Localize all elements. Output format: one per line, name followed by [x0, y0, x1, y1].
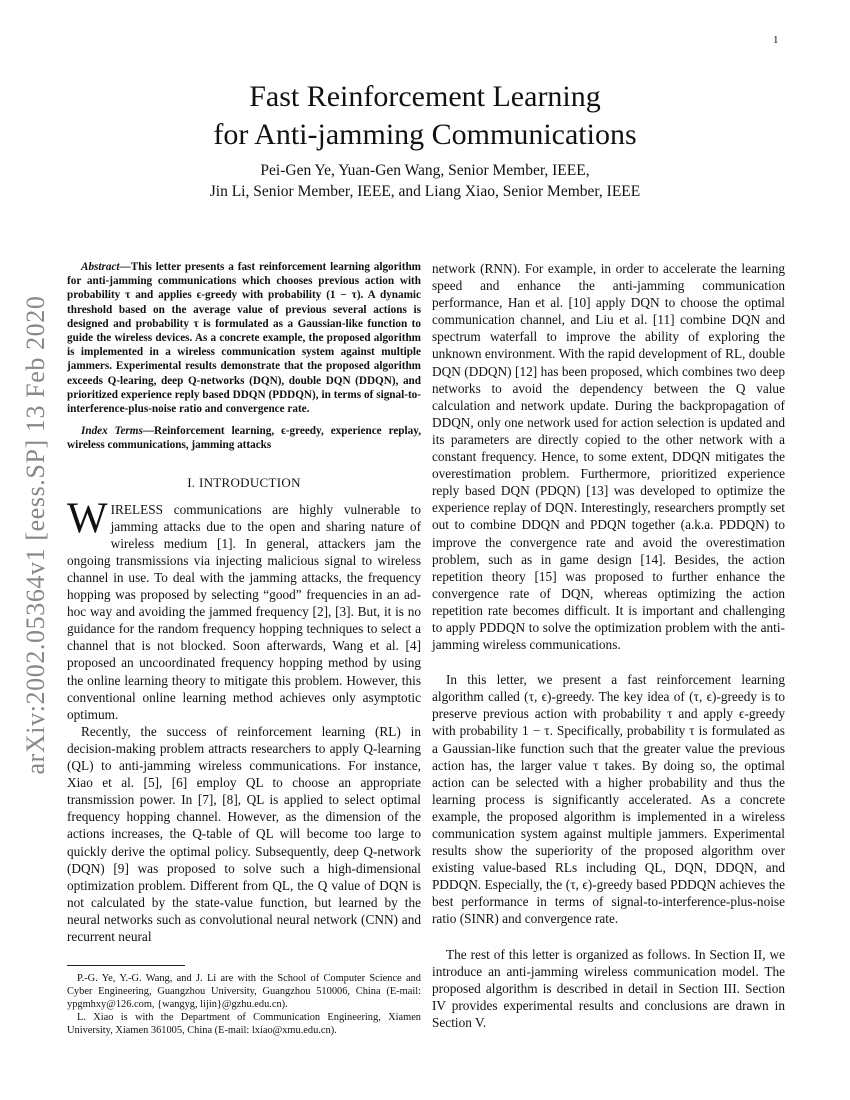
footnote-affiliation-2: L. Xiao is with the Department of Communication Engineering, Xiamen University, Xiamen 361005, China (E-mail: lxiao@xmu.edu.cn). — [67, 1012, 421, 1037]
intro-paragraph-1 — [67, 494, 421, 723]
index-terms-text: —Reinforcement learning, ϵ-greedy, experience replay, wireless communications, jamming attacks — [67, 425, 421, 452]
drop-cap: W — [67, 494, 108, 542]
intro-paragraph-2: Recently, the success of reinforcement learning (RL) in decision-making problem attracts researchers to apply Q-learning (QL) to anti-jamming wireless communications. For instance, Xiao et al. [5], [6] employ QL to choose an appropriate transmission power. In [7], [8], QL is applied to select optimal frequency hopping channel. However, as the dimension of the actions increases, the Q-table of QL will become too large to quickly derive the optimal policy. Subsequently, deep Q-network (DQN) [9] was proposed to solve such a high-dimensional optimization problem. Different from QL, the Q value of DQN is not calculated by the state-value function, but learned by the neural networks such as convolutional neural network (CNN) and recurrent neural — [67, 723, 421, 944]
index-terms — [67, 424, 421, 452]
authors-line-1: Pei-Gen Ye, Yuan-Gen Wang, Senior Member, IEEE, — [260, 162, 590, 179]
intro-paragraph-1-text: IRELESS communications are highly vulnerable to jamming attacks due to the open and sharing nature of wireless medium [1]. In general, attackers jam the ongoing transmissions via injecting malicious signal to wireless channel in use. To deal with the jamming attacks, the frequency hopping was proposed by selecting “good” frequencies in an ad-hoc way and avoiding the jammed frequency [2], [3]. But, it is no guidance for the random frequency hopping techniques to select a channel that is not blocked. Soon afterwards, Wang et al. [4] proposed an uncoordinated frequency hopping method by using the online learning theory to mitigate this problem. However, this conventional online learning method achieves only asymptotic optimum. — [67, 501, 421, 722]
right-column — [432, 260, 785, 1031]
intro-paragraph-4: In this letter, we present a fast reinforcement learning algorithm called (τ, ϵ)-greedy. The key idea of (τ, ϵ)-greedy is to preserve previous action with probability τ and apply ϵ-greedy with probability 1 − τ. Specifically, probability τ is formulated as a Gaussian-like function such that the greater value the previous action has, the larger value τ takes. By doing so, the optimal action can be selected with a higher probability and thus the learning process is significantly accelerated. As a concrete example, the proposed algorithm is implemented in a wireless communication system against multiple jammers. Experimental results show the superiority of the proposed algorithm over existing value-based RLs including QL, DQN, DDQN, and PDDQN. Especially, the (τ, ϵ)-greedy based PDDQN achieves the best performance in terms of signal-to-interference-plus-noise ratio (SINR) and convergence rate. — [432, 672, 785, 927]
paper-title — [0, 78, 850, 154]
intro-paragraph-3: network (RNN). For example, in order to accelerate the learning speed and enhance the anti-jamming communication performance, Han et al. [10] apply DQN to choose the optimal communication channel, and Liu et al. [11] combine DQN and spectrum waterfall to improve the ability of exploring the unknown environment. With the rapid development of RL, double DQN (DDQN) [12] has been proposed, which combines two deep networks to avoid the dependency between the Q value calculation and network update. During the backpropagation of DDQN, only one network used for action selection is updated and its parameters are directly copied to the other network with a constant frequency. Hence, to some extent, DDQN mitigates the overestimation problem. Furthermore, prioritized experience reply based DQN (PDQN) [13] was developed to optimize the experience replay of DQN. Interestingly, researchers promptly set out to combine DDQN and PDQN together (a.k.a. PDDQN) to improve the convergence rate and avoid the overestimation problem, such as in game design [14]. Besides, the action repetition theory [15] was proposed to further enhance the convergence rate of DQN, whereas optimizing the action repetition rate becomes difficult. It is important and challenging to apply PDDQN to solve the optimization problem with the anti-jamming wireless communications. — [432, 261, 785, 653]
author-list — [0, 160, 850, 202]
page-number: 1 — [773, 34, 779, 46]
section-heading: I. INTRODUCTION — [187, 474, 301, 490]
footnote-affiliation-1: P.-G. Ye, Y.-G. Wang, and J. Li are with the School of Computer Science and Cyber Engineering, Guangzhou University, Guangzhou 510006, China (E-mail: ypgmhxy@126.com, {wangyg, lijin}@gzhu.edu.cn). — [67, 973, 421, 1011]
abstract — [67, 260, 421, 416]
footnote-divider — [67, 965, 185, 966]
title-line-2: for Anti-jamming Communications — [213, 118, 637, 151]
arxiv-stamp: arXiv:2002.05364v1 [eess.SP] 13 Feb 2020 — [21, 295, 50, 775]
intro-paragraph-5: The rest of this letter is organized as follows. In Section II, we introduce an anti-jamming wireless communication model. The proposed algorithm is described in detail in Section III. Section IV provides experimental results and conclusions are drawn in Section V. — [432, 946, 785, 1030]
title-line-1: Fast Reinforcement Learning — [249, 80, 601, 113]
authors-line-2: Jin Li, Senior Member, IEEE, and Liang Xiao, Senior Member, IEEE — [209, 183, 641, 200]
index-terms-label: Index Terms — [81, 425, 143, 438]
left-column — [67, 260, 421, 1037]
abstract-label: Abstract — [81, 261, 120, 273]
abstract-text: —This letter presents a fast reinforcement learning algorithm for anti-jamming communications which chooses previous action with probability τ and applies ϵ-greedy with probability (1 − τ). A dynamic threshold based on the average value of previous several actions is designed and probability τ is formulated as a Gaussian-like function to guide the wireless devices. As a concrete example, the proposed algorithm is implemented in a wireless communication system against multiple jammers. Experimental results demonstrate that the proposed algorithm exceeds Q-learing, deep Q-networks (DQN), double DQN (DDQN), and prioritized experience reply based DDQN (PDDQN), in terms of signal-to-interference-plus-noise ratio and convergence rate. — [67, 261, 421, 416]
